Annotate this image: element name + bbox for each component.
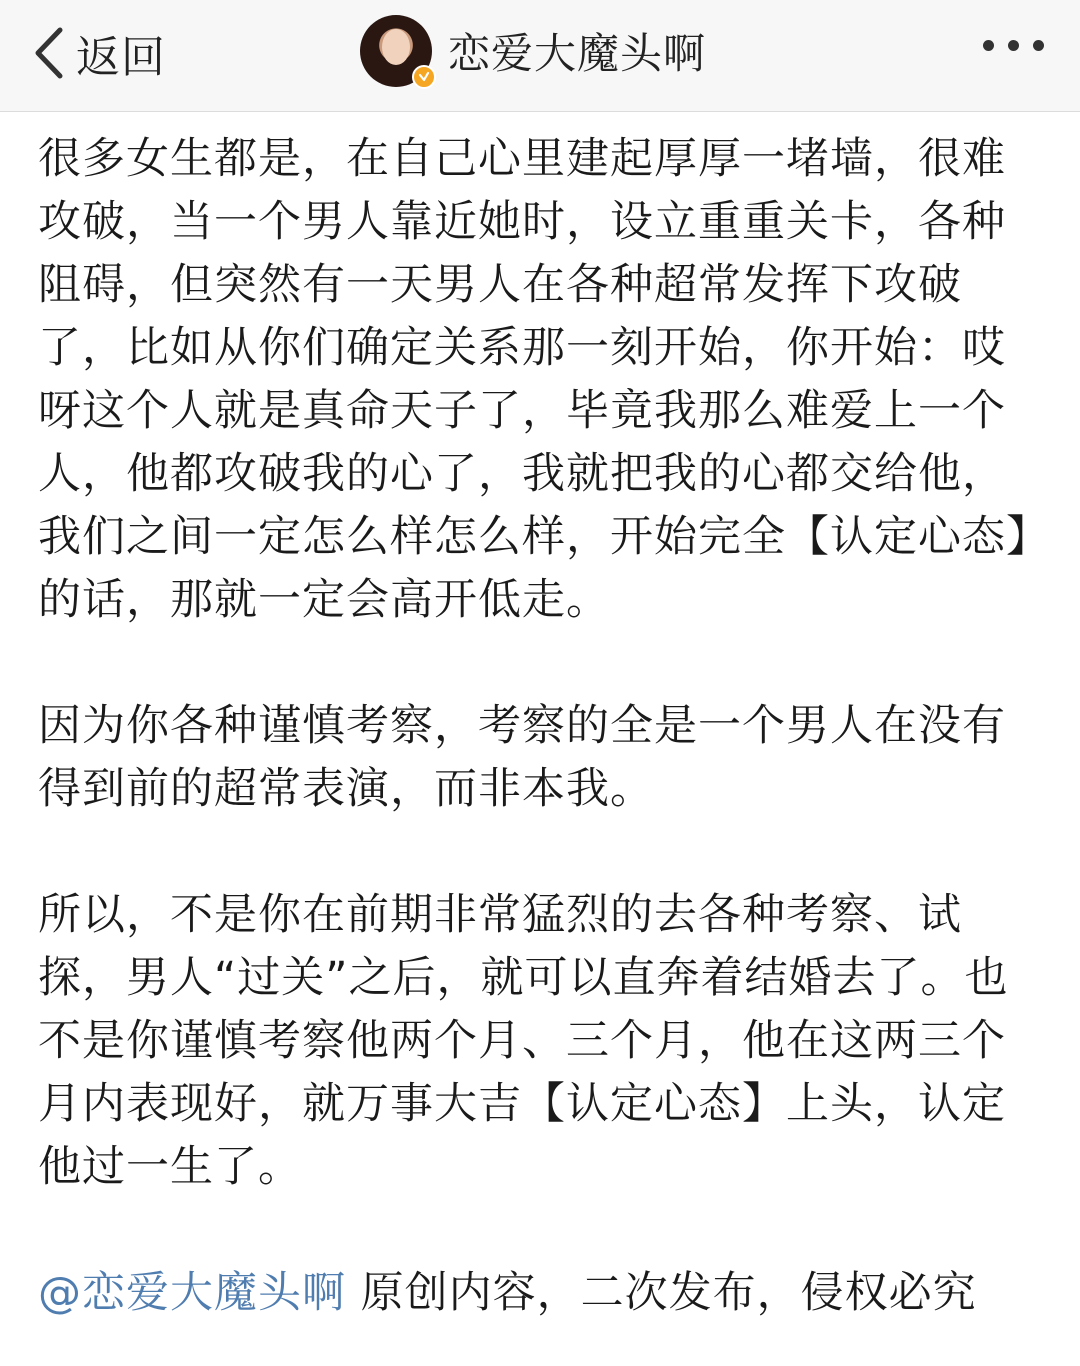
post-paragraph-2: 因为你各种谨慎考察，考察的全是一个男人在没有得到前的超常表演，而非本我。 bbox=[38, 701, 1006, 814]
checkmark-icon bbox=[417, 70, 431, 84]
profile-header[interactable] bbox=[360, 14, 706, 88]
more-dot-icon bbox=[1008, 40, 1019, 51]
post-paragraph-3: 所以，不是你在前期非常猛烈的去各种考察、试探，男人“过关”之后，就可以直奔着结婚去了。也不是你谨慎考察他两个月、三个月，他在这两三个月内表现好，就万事大吉【认定心态】上头，认定他过一生了。 bbox=[38, 890, 1009, 1192]
avatar[interactable] bbox=[360, 15, 432, 87]
copyright-notice bbox=[38, 1262, 1048, 1325]
verified-badge-icon bbox=[412, 65, 436, 89]
post-content bbox=[38, 128, 1048, 1325]
back-label: 返回 bbox=[76, 32, 166, 83]
post-paragraph-1: 很多女生都是，在自己心里建起厚厚一堵墙，很难攻破，当一个男人靠近她时，设立重重关卡，各种阻碍，但突然有一天男人在各种超常发挥下攻破了，比如从你们确定关系那一刻开始，你开始：哎呀这个人就是真命天子了，毕竟我那么难爱上一个人，他都攻破我的心了，我就把我的心都交给他，我们之间一定怎么样怎么样，开始完全【认定心态】的话，那就一定会高开低走。 bbox=[38, 134, 1029, 625]
chevron-left-icon bbox=[30, 26, 70, 80]
more-options-button[interactable] bbox=[983, 40, 1044, 51]
more-dot-icon bbox=[1033, 40, 1044, 51]
more-dot-icon bbox=[983, 40, 994, 51]
avatar-face bbox=[382, 29, 410, 65]
back-button[interactable] bbox=[30, 18, 166, 88]
author-mention-link[interactable]: @恋爱大魔头啊 bbox=[38, 1268, 346, 1318]
copyright-text: 原创内容，二次发布，侵权必究 bbox=[346, 1268, 977, 1318]
username[interactable]: 恋爱大魔头啊 bbox=[448, 29, 707, 78]
top-navigation-bar bbox=[0, 0, 1080, 112]
